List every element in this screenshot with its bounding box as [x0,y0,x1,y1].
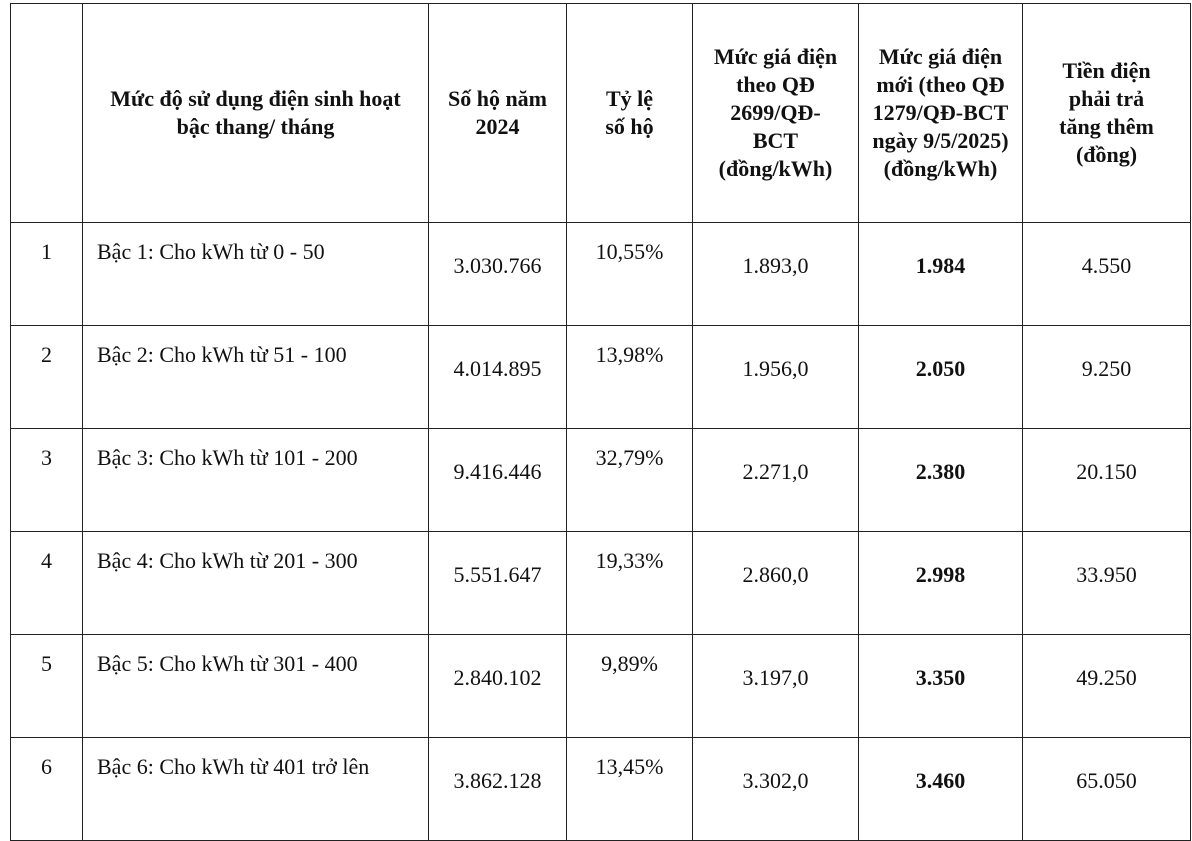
row-new-price: 1.984 [859,223,1023,326]
row-households: 5.551.647 [429,532,567,635]
table-row [11,223,1191,326]
row-new-price: 2.380 [859,429,1023,532]
row-number: 5 [11,635,83,738]
row-level: Bậc 6: Cho kWh từ 401 trở lên [83,738,429,841]
row-households: 4.014.895 [429,326,567,429]
row-ratio: 9,89% [567,635,693,738]
row-new-price: 3.350 [859,635,1023,738]
row-extra: 20.150 [1023,429,1191,532]
header-row [11,4,1191,223]
row-old-price: 2.271,0 [693,429,859,532]
row-households: 2.840.102 [429,635,567,738]
row-old-price: 1.893,0 [693,223,859,326]
header-stt [11,4,83,223]
header-households: Số hộ năm 2024 [429,4,567,223]
row-households: 3.862.128 [429,738,567,841]
row-ratio: 10,55% [567,223,693,326]
row-number: 2 [11,326,83,429]
row-level: Bậc 1: Cho kWh từ 0 - 50 [83,223,429,326]
header-level: Mức độ sử dụng điện sinh hoạt bậc thang/ tháng [83,4,429,223]
row-extra: 9.250 [1023,326,1191,429]
row-level: Bậc 3: Cho kWh từ 101 - 200 [83,429,429,532]
row-households: 9.416.446 [429,429,567,532]
table-row [11,532,1191,635]
row-number: 6 [11,738,83,841]
table-row [11,635,1191,738]
header-old-price: Mức giá điện theo QĐ 2699/QĐ-BCT (đồng/kWh) [693,4,859,223]
row-extra: 33.950 [1023,532,1191,635]
header-ratio: Tỷ lệ số hộ [567,4,693,223]
row-ratio: 13,45% [567,738,693,841]
row-level: Bậc 5: Cho kWh từ 301 - 400 [83,635,429,738]
row-ratio: 19,33% [567,532,693,635]
row-households: 3.030.766 [429,223,567,326]
row-extra: 65.050 [1023,738,1191,841]
row-ratio: 13,98% [567,326,693,429]
header-new-price: Mức giá điện mới (theo QĐ 1279/QĐ-BCT ngày 9/5/2025) (đồng/kWh) [859,4,1023,223]
row-old-price: 1.956,0 [693,326,859,429]
row-extra: 49.250 [1023,635,1191,738]
table-row [11,738,1191,841]
row-level: Bậc 4: Cho kWh từ 201 - 300 [83,532,429,635]
table-row [11,326,1191,429]
row-old-price: 3.197,0 [693,635,859,738]
row-ratio: 32,79% [567,429,693,532]
table-row [11,429,1191,532]
row-old-price: 3.302,0 [693,738,859,841]
row-old-price: 2.860,0 [693,532,859,635]
row-new-price: 3.460 [859,738,1023,841]
header-extra: Tiền điện phải trả tăng thêm (đồng) [1023,4,1191,223]
row-level: Bậc 2: Cho kWh từ 51 - 100 [83,326,429,429]
electricity-price-table [10,3,1191,841]
row-number: 4 [11,532,83,635]
row-number: 1 [11,223,83,326]
row-new-price: 2.998 [859,532,1023,635]
row-extra: 4.550 [1023,223,1191,326]
row-number: 3 [11,429,83,532]
row-new-price: 2.050 [859,326,1023,429]
